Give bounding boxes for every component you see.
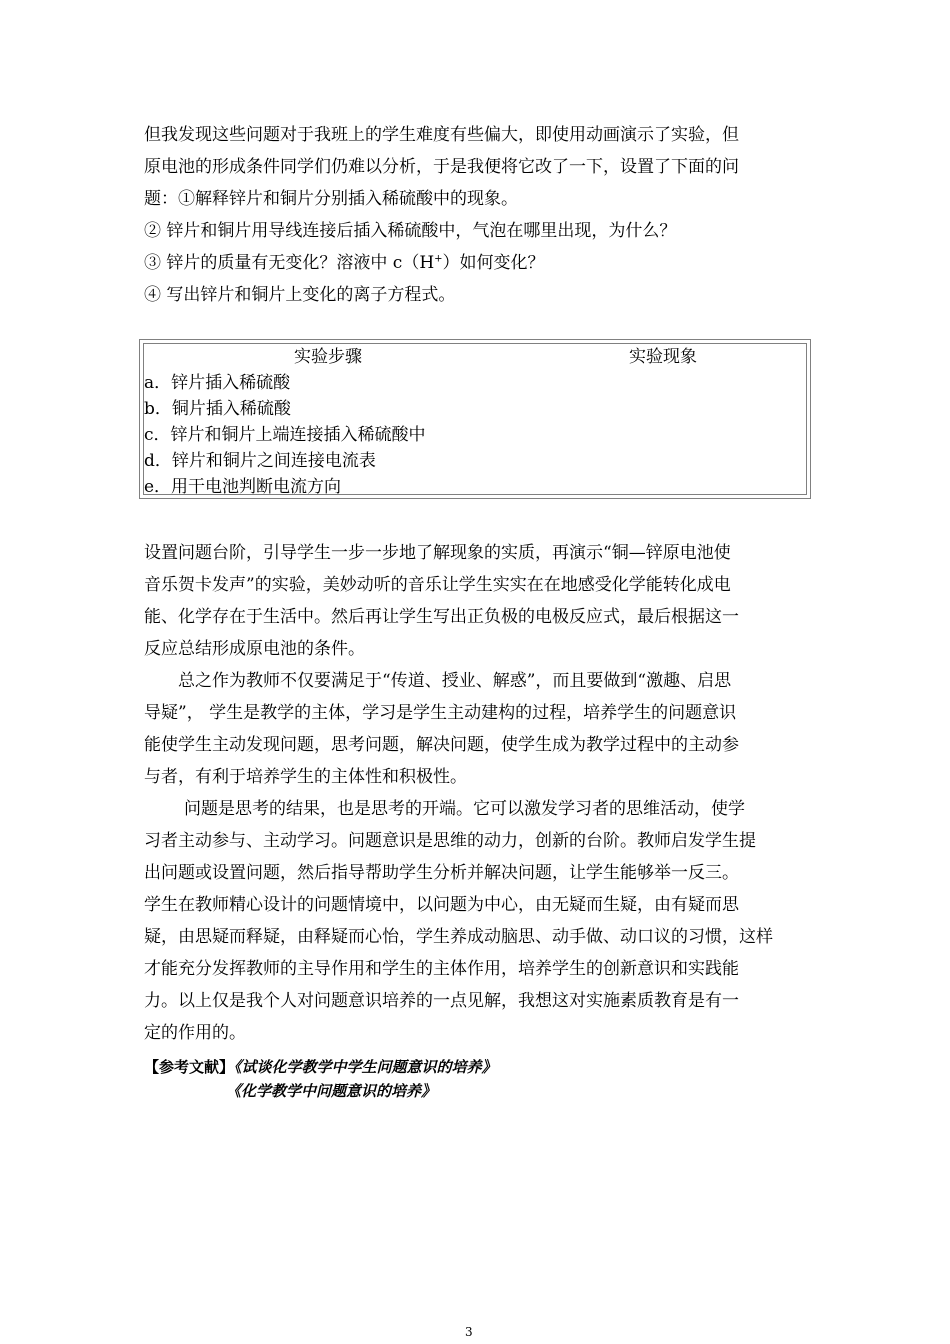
page-number: 3: [465, 1325, 473, 1339]
paragraph-steps-summary: 设置问题台阶，引导学生一步一步地了解现象的实质，再演示“铜—锌原电池使 音乐贺卡发声”的实验，美妙动听的音乐让学生实实在在地感受化学能转化成电 能、化学存在于生活中。然后再让学生写出正负极的电极反应式，最后根据这一 反应总结形成原电池的条件。: [144, 543, 739, 659]
question-2: ② 锌片和铜片用导线连接后插入稀硫酸中，气泡在哪里出现，为什么？: [144, 221, 677, 241]
header-phenomena: 实验现象: [629, 347, 697, 367]
references-label: 【参考文献】: [144, 1058, 235, 1076]
table-row: d．锌片和铜片之间连接电流表: [144, 451, 376, 471]
experiment-table: [139, 339, 811, 499]
references: [144, 1055, 497, 1079]
question-4: ④ 写出锌片和铜片上变化的离子方程式。: [144, 285, 456, 305]
table-row: a．锌片插入稀硫酸: [144, 373, 291, 393]
table-row: b．铜片插入稀硫酸: [144, 399, 291, 419]
intro-line: 题：①解释锌片和铜片分别插入稀硫酸中的现象。: [144, 189, 518, 209]
reference-item: 《化学教学中问题意识的培养》: [226, 1082, 437, 1100]
reference-item: 《试谈化学教学中学生问题意识的培养》: [234, 1058, 497, 1076]
paragraph-conclusion: 总之作为教师不仅要满足于“传道、授业、解惑”，而且要做到“激趣、启思 导疑”， 学生是教学的主体，学习是学生主动建构的过程，培养学生的问题意识 能使学生主动发现问题，思考问题，解决问题，使学生成为教学过程中的主动参 与者，有利于培养学生的主体性和积极性。: [144, 671, 739, 787]
paragraph-question-thinking: 问题是思考的结果，也是思考的开端。它可以激发学习者的思维活动，使学 习者主动参与、主动学习。问题意识是思维的动力，创新的台阶。教师启发学生提 出问题或设置问题，然后指导帮助学生分析并解决问题，让学生能够举一反三。 学生在教师精心设计的问题情境中，以问题为中心，由无疑而生疑，由有疑而思 疑，由思疑而释疑，由释疑而心怡，学生养成动脑思、动手做、动口议的习惯，这样 才能充分发挥教师的主导作用和学生的主体作用，培养学生的创新意识和实践能 力。以上仅是我个人对问题意识培养的一点见解，我想这对实施素质教育是有一 定的作用的。: [144, 799, 773, 1043]
intro-line: 原电池的形成条件同学们仍难以分析，于是我便将它改了一下，设置了下面的问: [144, 157, 739, 177]
table-row: e．用干电池判断电流方向: [144, 477, 342, 497]
header-steps: 实验步骤: [294, 347, 362, 367]
intro-paragraph: [144, 119, 810, 215]
experiment-table-inner: [143, 343, 807, 495]
question-3: ③ 锌片的质量有无变化？溶液中 c（H+）如何变化？: [144, 253, 545, 273]
intro-line: 但我发现这些问题对于我班上的学生难度有些偏大，即使用动画演示了实验，但: [144, 125, 739, 145]
table-row: c．锌片和铜片上端连接插入稀硫酸中: [144, 425, 426, 445]
superscript-plus: +: [434, 253, 443, 265]
